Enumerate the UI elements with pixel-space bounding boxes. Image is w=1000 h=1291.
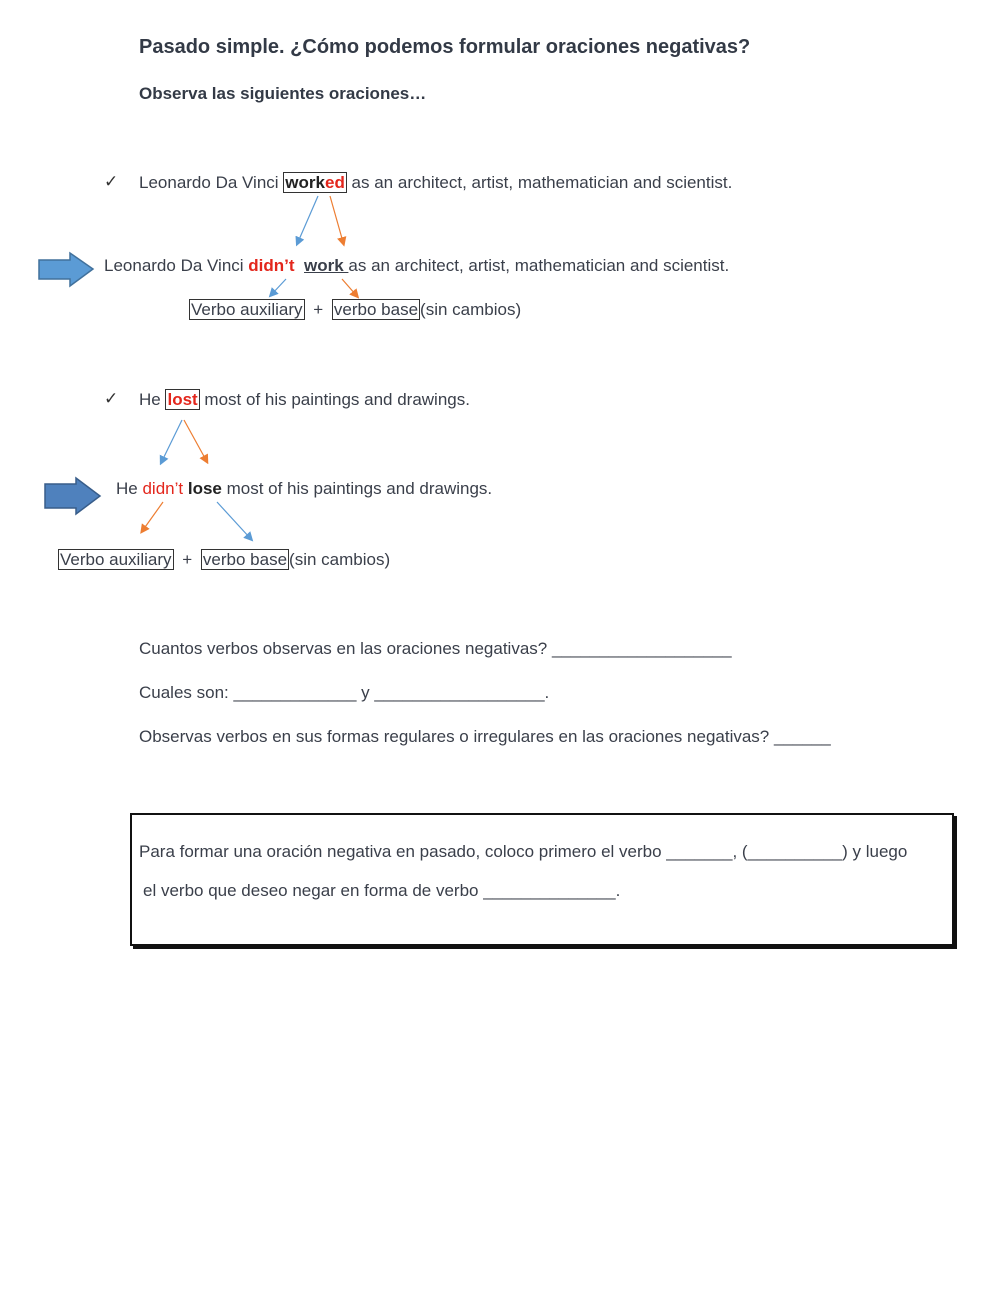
blue-arrow xyxy=(272,279,286,294)
rule-line-1: Para formar una oración negativa en pasado, coloco primero el verbo _______, (__________) y luego xyxy=(139,842,908,861)
example1-after: as an architect, artist, mathematician and scientist. xyxy=(346,173,733,192)
negative1-before: Leonardo Da Vinci xyxy=(104,256,249,275)
negative2-verb: lose xyxy=(187,479,222,498)
checkmark-icon: ✓ xyxy=(104,172,119,191)
rule-line-2: el verbo que deseo negar en forma de verbo ______________. xyxy=(143,881,621,900)
negative1-aux: didn’t xyxy=(248,256,295,275)
big-arrow-icon xyxy=(39,253,93,286)
negative2-after: most of his paintings and drawings. xyxy=(221,479,493,498)
question-3: Observas verbos en sus formas regulares o irregulares en las oraciones negativas? ______ xyxy=(139,727,831,746)
base-label-2: verbo base xyxy=(202,550,288,569)
orange-arrow xyxy=(143,502,163,530)
negative2-before: He xyxy=(116,479,143,498)
plus-sign-1: + xyxy=(313,300,324,319)
blue-arrow xyxy=(298,196,318,242)
negative1-after: as an architect, artist, mathematician and scientist. xyxy=(348,256,730,275)
page-title: Pasado simple. ¿Cómo podemos formular oraciones negativas? xyxy=(139,36,751,58)
example1-verb-suffix: ed xyxy=(324,173,345,192)
plus-sign-2: + xyxy=(182,550,193,569)
question-1: Cuantos verbos observas en las oraciones negativas? ___________________ xyxy=(139,639,732,658)
blue-arrow xyxy=(162,420,182,461)
big-arrow-icon xyxy=(45,478,100,514)
negative1-verb: work xyxy=(304,256,349,275)
example2-before: He xyxy=(139,390,166,409)
page-subtitle: Observa las siguientes oraciones… xyxy=(139,84,427,103)
note-2: (sin cambios) xyxy=(289,550,391,569)
example2-after: most of his paintings and drawings. xyxy=(199,390,470,409)
checkmark-icon: ✓ xyxy=(104,389,119,408)
question-2: Cuales son: _____________ y __________________. xyxy=(139,683,550,702)
example2-verb: lost xyxy=(167,390,198,409)
example1-verb-stem: work xyxy=(285,173,325,192)
aux-label-2: Verbo auxiliary xyxy=(60,550,172,569)
orange-arrow xyxy=(342,279,356,295)
note-1: (sin cambios) xyxy=(420,300,522,319)
negative2-aux: didn’t xyxy=(142,479,184,498)
aux-label-1: Verbo auxiliary xyxy=(191,300,303,319)
blue-arrow xyxy=(217,502,250,538)
orange-arrow xyxy=(330,196,343,242)
example1-before: Leonardo Da Vinci xyxy=(139,173,284,192)
orange-arrow xyxy=(184,420,206,460)
base-label-1: verbo base xyxy=(333,300,419,319)
